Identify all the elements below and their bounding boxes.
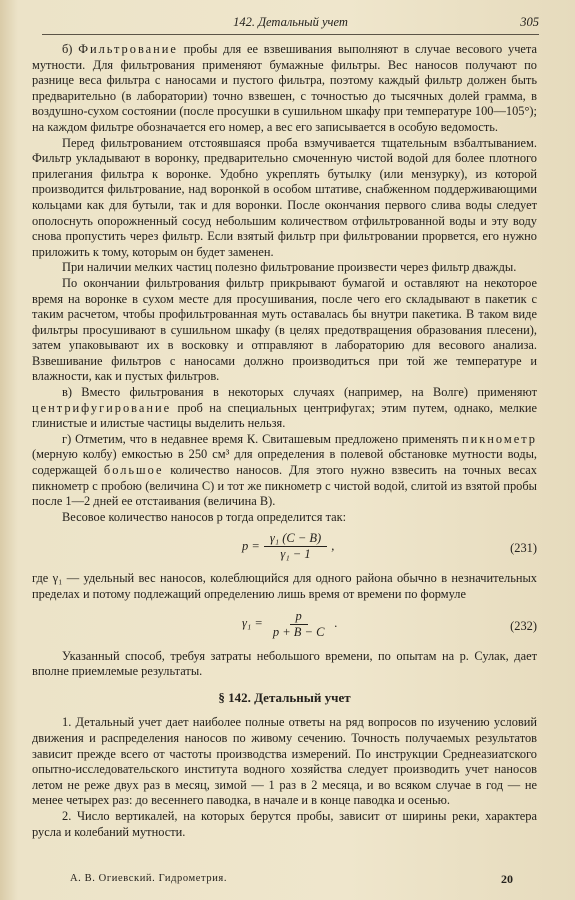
formula-expression (242, 531, 334, 562)
equation-number: (231) (510, 541, 537, 556)
formula-denominator: γ₁ − 1 (280, 547, 311, 562)
formula-tail: . (334, 616, 338, 631)
spaced-term: большое (103, 463, 164, 478)
paragraph-detailed-1: 1. Детальный учет дает наиболее полные ответы на ряд вопросов по изучению условий движения и распределения наносов по живому сечению. Точность получаемых результатов зависит прежде всего от частоты производства измерений. По инструкции Среднеазиатского опытно-исследовательского института водного хозяйства следует производить учет наносов летом не реже двух раз в месяц, зимой — 1 раз в 2 месяца, и во всяком случае в год — не менее четырех раз: до весеннего паводка, в начале и в конце паводка и осенью. (32, 715, 537, 808)
formula-denominator: p + B − C (272, 624, 325, 639)
running-head (42, 12, 539, 35)
paragraph-detailed-2: 2. Число вертикалей, на которых берутся пробы, зависит от ширины реки, характера русла и колебаний мутности. (32, 808, 537, 839)
formula-lhs: γ₁ = (242, 616, 263, 631)
paragraph-drying: По окончании фильтрования фильтр прикрывают бумагой и оставляют на некоторое время на воронке в сухом месте для просушивания, после чего его складывают в пакетик с таким расчетом, чтобы профильтрованная муть оставалась бы внутри пакетика. В таком виде фильтры просушивают в сушильном шкафу (в целях предотвращения образования плесени), затем упаковывают их в восковку и отправляют в лабораторию для весового анализа. Взвешивание фильтров с наносами должно производиться при той же температуре и влажности, как и пустых фильтров. (32, 275, 537, 384)
page-number: 305 (520, 15, 539, 29)
running-head-title: 142. Детальный учет (233, 15, 348, 29)
paragraph-specific-weight: где γ₁ — удельный вес наносов, колеблющийся для одного района обычно в незначительных пределах и потому подлежащий определению лишь время от времени по формуле (32, 571, 537, 601)
section-heading: § 142. Детальный учет (218, 689, 351, 705)
formula-numerator: p (290, 609, 308, 625)
paragraph-formula-intro: Весовое количество наносов p тогда определится так: (62, 509, 347, 524)
page-footer (70, 873, 513, 884)
footer-author-title: А. В. Огиевский. Гидрометрия. (70, 873, 228, 884)
formula-tail: , (331, 539, 335, 554)
spaced-term: Фильтрование (78, 42, 178, 56)
paragraph-text: количество наносов. Для этого нужно взвесить на точных весах пикнометр с пробою (величина C) и тот же пикнометр с чистой водой, слитой из взятой пробы после 1—2 дней ее отстаивания (величина B). (32, 463, 538, 509)
formula-numerator: γ₁ (C − B) (264, 531, 327, 547)
paragraph-text: (мерную колбу) емкостью в 250 см³ для определения в полевой обстановке мутности воды, содержащей (32, 447, 537, 478)
paragraph-lead: б) (62, 42, 79, 56)
equation-number: (232) (510, 618, 537, 633)
paragraph-double-filter: При наличии мелких частиц полезно фильтрование произвести через фильтр дважды. (62, 260, 517, 275)
spaced-term: центрифугирование (32, 400, 172, 415)
paragraph-text: пробы для ее взвешивания выполняют в случае весового учета мутности. Для фильтрования применяют бумажные фильтры. Вес наносов получают по разнице веса фильтра с наносами и пустого фильтра, поэтому каждый фильтр должен быть предварительно (в лаборатории) точно взвешен, с точностью до тысячных долей грамма, в воздушно-сухом состоянии (после просушки в сушильном шкафу при температуре 100—105°); на каждом фильтре обозначается его номер, а вес его записывается в особую ведомость. (32, 42, 537, 134)
paragraph-filtration (32, 42, 537, 136)
formula-fraction (267, 609, 331, 640)
spaced-term: пикнометр (462, 431, 537, 446)
paragraph-pycnometer (32, 432, 537, 510)
formula-231 (32, 529, 537, 569)
paragraph-centrifuge (32, 385, 537, 432)
paragraph-lead: в) Вместо фильтрования в некоторых случаях (например, на Волге) применяют (62, 385, 537, 400)
paragraph-results: Указанный способ, требуя затраты небольшого времени, по опытам на р. Сулак, дает вполне приемлемые результаты. (32, 648, 537, 679)
paragraph-text: проб на специальных центрифугах; этим путем, однако, мелкие глинистые и илистые частицы выделить нельзя. (32, 400, 537, 431)
paragraph-lead: г) Отметим, что в недавнее время К. Свиташевым предложено применять (62, 431, 463, 446)
signature-mark: 20 (501, 872, 513, 886)
page-body (32, 42, 537, 840)
paragraph-shaking: Перед фильтрованием отстоявшаяся проба взмучивается тщательным взбалтыванием. Фильтр укладывают в воронку, предварительно смоченную чистой водой для более плотного прилегания фильтра к воронке. Удобно укреплять бутылку (или мензурку), из которой производится фильтрование, над воронкой в особом штативе, снабженном поддерживающими кольцами как для бутыли, так и для воронки. После окончания первого слива воды следует ополоснуть опорожненный сосуд небольшим количеством отфильтрованной воды и эту воду снова пропустить через фильтр. Если взятый фильтр при фильтровании прорвется, его нужно приложить к тому, которым он будет заменен. (32, 135, 537, 259)
formula-232 (32, 607, 537, 647)
formula-fraction (264, 531, 327, 562)
formula-lhs: p = (242, 539, 260, 554)
formula-expression (242, 609, 338, 640)
